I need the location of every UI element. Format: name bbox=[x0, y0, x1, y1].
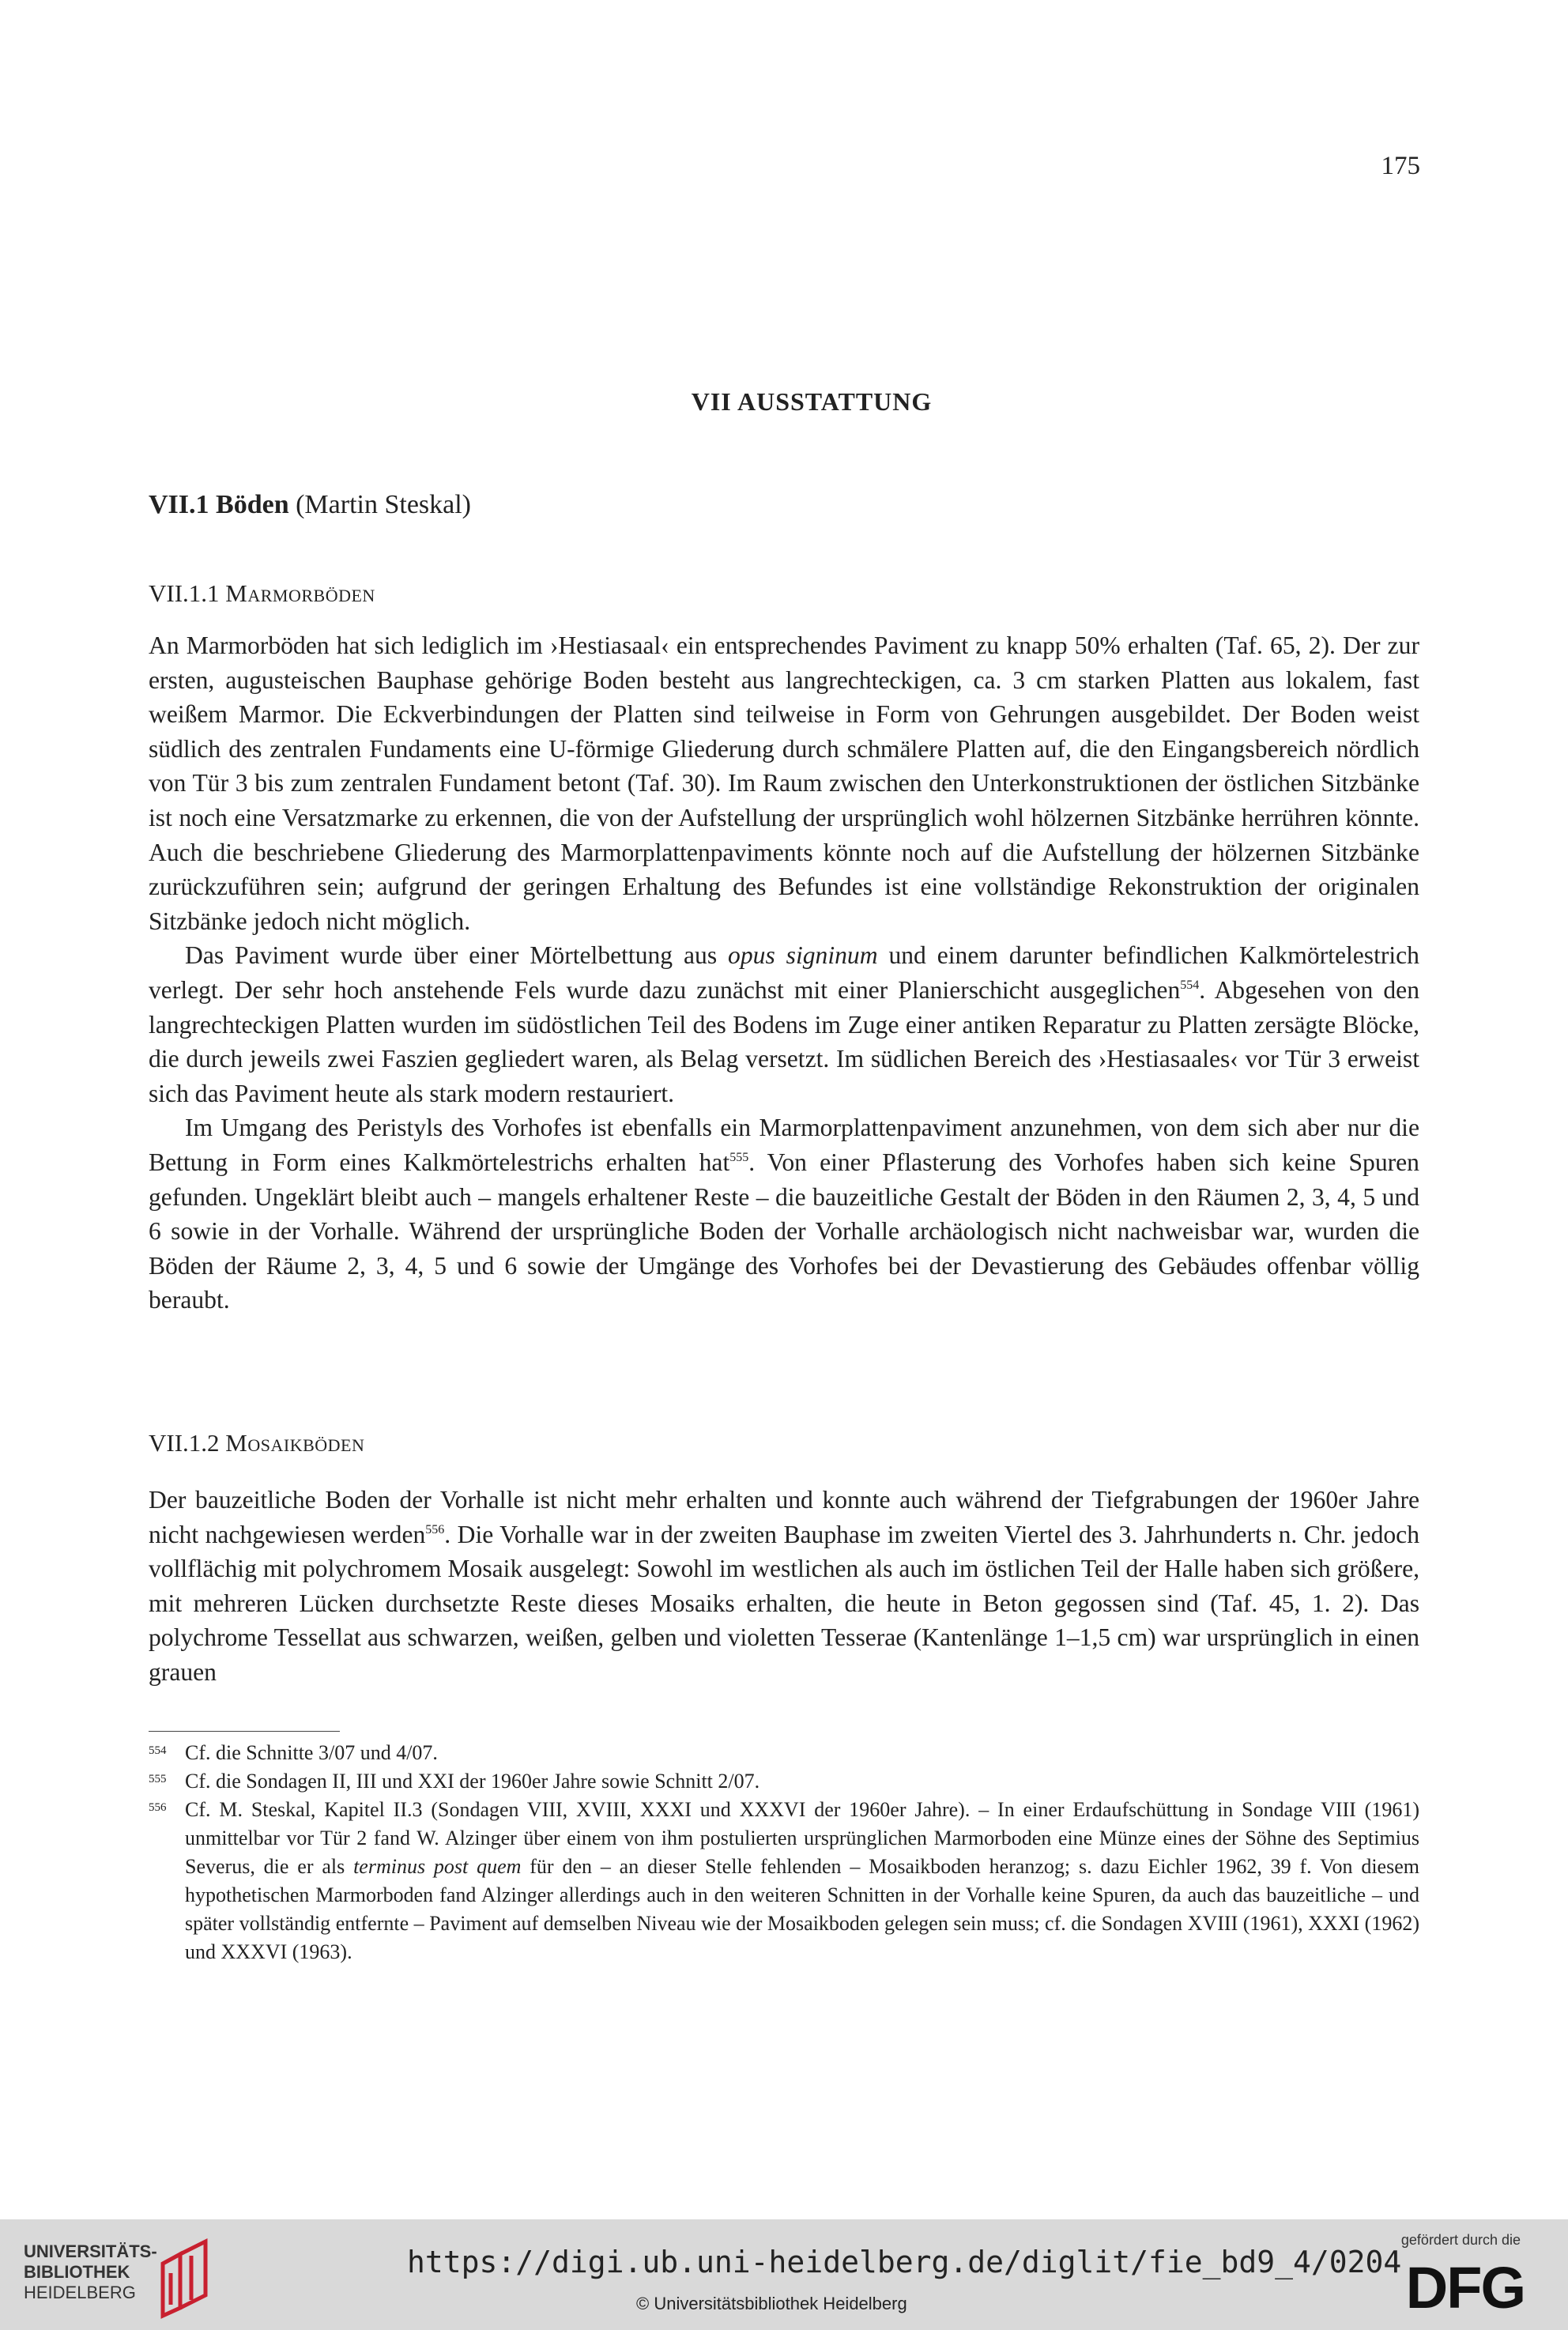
library-name-line: UNIVERSITÄTS- bbox=[24, 2241, 157, 2261]
subsection-heading-marmorboeden bbox=[149, 579, 1419, 608]
subsection-number: VII.1.1 bbox=[149, 579, 226, 607]
subsection-title: Mosaikböden bbox=[225, 1429, 365, 1457]
footnote-number: 554 bbox=[149, 1744, 167, 1757]
subsection-number: VII.1.2 bbox=[149, 1429, 226, 1457]
footnote-ref[interactable]: 555 bbox=[729, 1150, 749, 1164]
footnote bbox=[149, 1796, 1419, 1966]
paragraph: Der bauzeitliche Boden der Vorhalle ist nicht mehr erhalten und konnte auch während der Tiefgrabungen der 1960er Jahre nicht nachgewiesen werden$^{556}$. Die Vorhalle war in der zweiten Bauphase im zweiten Viertel des 3. Jahrhunderts n. Chr. jedoch vollflächig mit polychromem Mosaik ausgelegt: Sowohl im westlichen als auch im östlichen Teil der Halle haben sich größere, mit mehreren Lücken durchsetzte Reste dieses Mosaiks erhalten, die heute in Beton gegossen sind (Taf. 45, 1. 2). Das polychrome Tessellat aus schwarzen, weißen, gelben und violetten Tesserae (Kantenlänge 1–1,5 cm) war ursprünglich in einen grauen bbox=[149, 1486, 1419, 1686]
footnote-text: Cf. die Sondagen II, III und XXI der 1960er Jahre sowie Schnitt 2/07. bbox=[185, 1770, 760, 1793]
footnote-number: 556 bbox=[149, 1801, 167, 1814]
chapter-title: VII AUSSTATTUNG bbox=[691, 387, 933, 416]
copyright-notice: © Universitätsbibliothek Heidelberg bbox=[636, 2294, 907, 2313]
footnote bbox=[149, 1739, 1419, 1767]
italic-term: terminus post quem bbox=[353, 1855, 522, 1878]
paragraph: Im Umgang des Peristyls des Vorhofes ist ebenfalls ein Marmorplattenpaviment anzunehmen, von dem sich aber nur die Bettung in Form eines Kalkmörtelestrichs erhalten hat$^{555}$. Von einer Pflasterung des Vorhofes haben sich keine Spuren gefunden. Ungeklärt bleibt auch – mangels erhaltener Reste – die bauzeitliche Gestalt der Böden in den Räumen 2, 3, 4, 5 und 6 sowie in der Vorhalle. Während der ursprüngliche Boden der Vorhalle archäologisch nicht nachweisbar war, wurden die Böden der Räume 2, 3, 4, 5 und 6 sowie der Umgänge des Vorhofes bei der Devastierung des Gebäudes offenbar völlig beraubt. bbox=[149, 1114, 1419, 1314]
subsection-heading-mosaikboeden bbox=[149, 1429, 1419, 1457]
footnote-ref[interactable]: 556 bbox=[425, 1522, 445, 1536]
section-author: (Martin Steskal) bbox=[288, 490, 472, 519]
library-logo[interactable] bbox=[24, 2241, 157, 2303]
footnote-text: Cf. M. Steskal, Kapitel II.3 (Sondagen VIII, XVIII, XXXI und XXXVI der 1960er Jahre). – In einer Erdaufschüttung in Sondage VIII (1961) unmittelbar vor Tür 2 fand W. Alzinger über einem von ihm postulierten ursprünglichen Marmorboden eine Münze eines der Söhne des Septimius Severus, die er als terminus post quem für den – an dieser Stelle fehlenden – Mosaikboden heranzog; s. dazu Eichler 1962, 39 f. Von diesem hypothetischen Marmorboden fand Alzinger allerdings auch in den weiteren Schnitten in der Vorhalle keine Spuren, da auch das bauzeitliche – und später vollständig entfernte – Paviment auf demselben Niveau wie der Mosaikboden gelegen sein muss; cf. die Sondagen XVIII (1961), XXXI (1962) und XXXVI (1963). bbox=[185, 1798, 1419, 1963]
subsection-title: Marmorböden bbox=[225, 579, 375, 607]
marmorboeden-text bbox=[149, 628, 1419, 1318]
footnote-ref[interactable]: 554 bbox=[1180, 978, 1200, 992]
footnote bbox=[149, 1767, 1419, 1796]
digitization-footer bbox=[0, 2219, 1568, 2330]
section-title-bold: VII.1 Böden bbox=[149, 490, 289, 519]
mosaikboeden-text bbox=[149, 1483, 1419, 1690]
section-heading bbox=[149, 490, 1419, 520]
footnote-divider bbox=[149, 1731, 340, 1732]
page-number: 175 bbox=[1381, 152, 1420, 180]
footnote-text: Cf. die Schnitte 3/07 und 4/07. bbox=[185, 1741, 438, 1764]
library-emblem-icon bbox=[156, 2232, 220, 2319]
paragraph: An Marmorböden hat sich lediglich im ›Hestiasaal‹ ein entsprechendes Paviment zu knapp 50% erhalten (Taf. 65, 2). Der zur ersten, augusteischen Bauphase gehörige Boden besteht aus langrechteckigen, ca. 3 cm starken Platten aus lokalem, fast weißem Marmor. Die Eckverbindungen der Platten sind teilweise in Form von Gehrungen ausgebildet. Der Boden weist südlich des zentralen Fundaments eine U-förmige Gliederung durch schmälere Platten auf, die den Eingangsbereich nördlich von Tür 3 bis zum zentralen Fundament betont (Taf. 30). Im Raum zwischen den Unterkonstruktionen der östlichen Sitzbänke ist noch eine Versatzmarke zu erkennen, die von der Aufstellung der ursprünglich wohl hölzernen Sitzbänke herrühren könnte. Auch die beschriebene Gliederung des Marmorplattenpaviments könnte noch auf die Aufstellung der hölzernen Sitzbänke zurückzuführen sein; aufgrund der geringen Erhaltung des Befundes ist eine vollständige Rekonstruktion der originalen Sitzbänke jedoch nicht möglich. bbox=[149, 632, 1419, 935]
footnote-number: 555 bbox=[149, 1773, 167, 1785]
paragraph: Das Paviment wurde über einer Mörtelbettung aus opus signinum und einem darunter befindlichen Kalkmörtelestrich verlegt. Der sehr hoch anstehende Fels wurde dazu zunächst mit einer Planierschicht ausgeglichen$^{554}$. Abgesehen von den langrechteckigen Platten wurden im südöstlichen Teil des Bodens im Zuge einer antiken Reparatur zu Platten zersägte Blöcke, die durch jeweils zwei Faszien gegliedert waren, als Belag versetzt. Im südlichen Bereich des ›Hestiasaales‹ vor Tür 3 erweist sich das Paviment heute als stark modern restauriert. bbox=[149, 941, 1420, 1107]
funding-note: gefördert durch die bbox=[1400, 2232, 1521, 2248]
library-name-line: HEIDELBERG bbox=[24, 2283, 136, 2302]
source-url-link[interactable]: https://digi.ub.uni-heidelberg.de/diglit/fie_bd9_4/0204 bbox=[407, 2245, 1402, 2279]
library-name-line: BIBLIOTHEK bbox=[24, 2262, 130, 2282]
dfg-logo[interactable]: DFG bbox=[1405, 2255, 1525, 2321]
footnotes bbox=[149, 1739, 1419, 1966]
italic-term: opus signinum bbox=[728, 941, 878, 970]
